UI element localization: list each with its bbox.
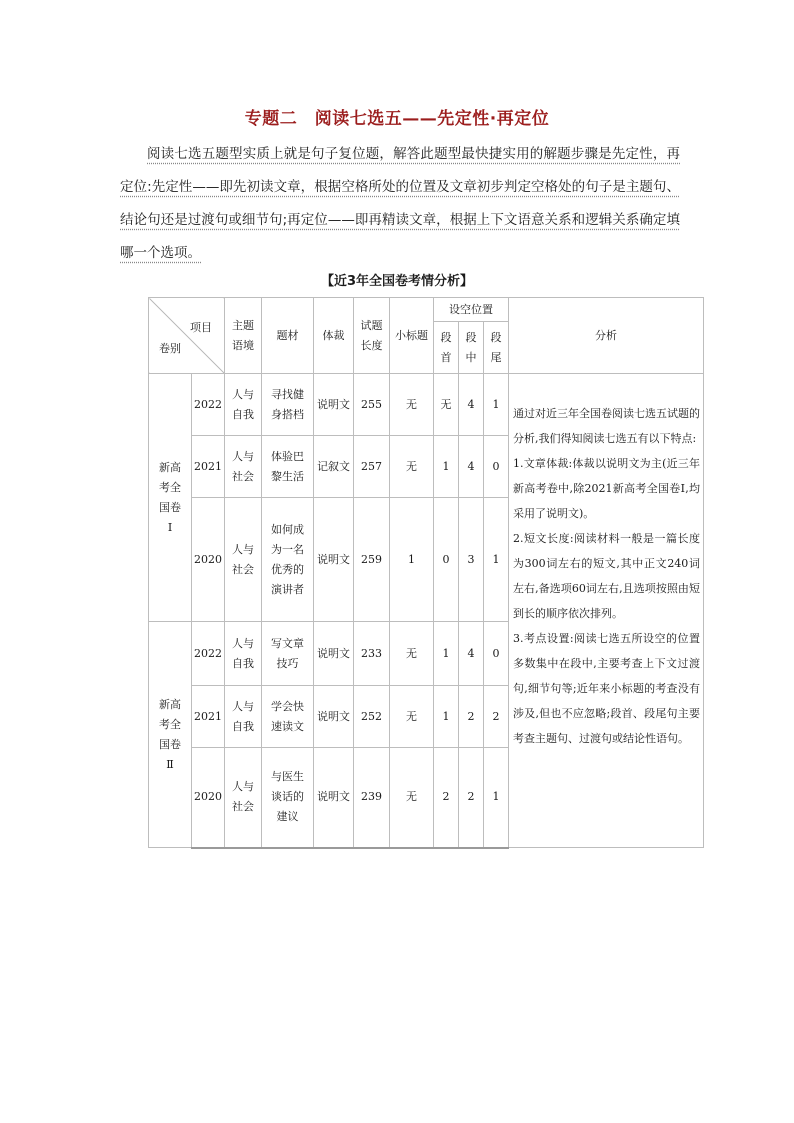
- genre-cell: 说明文: [314, 498, 354, 622]
- analysis-intro: 通过对近三年全国卷阅读七选五试题的分析,我们得知阅读七选五有以下特点:: [513, 407, 700, 445]
- subtitle-cell: 无: [390, 436, 434, 498]
- header-item: 项目: [190, 321, 212, 334]
- header-length: 试题 长度: [354, 298, 390, 374]
- header-volume: 卷别: [159, 342, 181, 355]
- pos-first-cell: 1: [434, 622, 459, 686]
- topic-cell: 体验巴 黎生活: [262, 436, 314, 498]
- pos-mid-cell: 4: [459, 622, 484, 686]
- page-title: 专题二 阅读七选五——先定性·再定位: [244, 109, 550, 129]
- analysis-cell: [509, 374, 704, 848]
- pos-first-cell: 1: [434, 436, 459, 498]
- exam-analysis-table: [148, 297, 704, 849]
- year-cell: 2022: [192, 374, 225, 436]
- topic-cell: 写文章 技巧: [262, 622, 314, 686]
- year-cell: 2020: [192, 748, 225, 848]
- header-pos-first: 段 首: [434, 322, 459, 374]
- header-pos-mid: 段 中: [459, 322, 484, 374]
- length-cell: 252: [354, 686, 390, 748]
- pos-first-cell: 0: [434, 498, 459, 622]
- year-cell: 2021: [192, 436, 225, 498]
- pos-mid-cell: 4: [459, 436, 484, 498]
- volume-label-1: 新高 考全 国卷 Ⅰ: [149, 374, 192, 622]
- intro-paragraph: 阅读七选五题型实质上就是句子复位题，解答此题型最快捷实用的解题步骤是先定性，再定位:先定性——即先初读文章，根据空格所处的位置及文章初步判定空格处的句子是主题句、结论句还是过渡句或细节句;再定位——即再精读文章，根据上下文语意关系和逻辑关系确定填哪一个选项。: [120, 146, 680, 261]
- pos-first-cell: 无: [434, 374, 459, 436]
- table-caption: 【近3年全国卷考情分析】: [320, 274, 474, 289]
- pos-end-cell: 2: [484, 686, 509, 748]
- subtitle-cell: 无: [390, 622, 434, 686]
- genre-cell: 说明文: [314, 686, 354, 748]
- topic-cell: 与医生 谈话的 建议: [262, 748, 314, 848]
- volume-label-2: 新高 考全 国卷 Ⅱ: [149, 622, 192, 848]
- pos-mid-cell: 2: [459, 748, 484, 848]
- pos-mid-cell: 2: [459, 686, 484, 748]
- genre-cell: 说明文: [314, 374, 354, 436]
- theme-cell: 人与 社会: [225, 436, 262, 498]
- header-topic: 题材: [262, 298, 314, 374]
- header-subtitle: 小标题: [390, 298, 434, 374]
- length-cell: 255: [354, 374, 390, 436]
- genre-cell: 说明文: [314, 622, 354, 686]
- table-row: [149, 374, 704, 436]
- pos-end-cell: 0: [484, 622, 509, 686]
- analysis-point-3: 3.考点设置:阅读七选五所设空的位置多数集中在段中,主要考查上下文过渡句,细节句等;近年来小标题的考查没有涉及,但也不应忽略;段首、段尾句主要考查主题句、过渡句或结论性语句。: [513, 632, 700, 745]
- theme-cell: 人与 社会: [225, 748, 262, 848]
- year-cell: 2021: [192, 686, 225, 748]
- pos-first-cell: 2: [434, 748, 459, 848]
- subtitle-cell: 1: [390, 498, 434, 622]
- pos-end-cell: 1: [484, 748, 509, 848]
- pos-mid-cell: 3: [459, 498, 484, 622]
- length-cell: 259: [354, 498, 390, 622]
- header-position: 设空位置: [434, 298, 509, 322]
- analysis-point-2: 2.短文长度:阅读材料一般是一篇长度为300词左右的短文,其中正文240词左右,备选项60词左右,且选项按照由短到长的顺序依次排列。: [513, 532, 700, 620]
- year-cell: 2020: [192, 498, 225, 622]
- pos-mid-cell: 4: [459, 374, 484, 436]
- subtitle-cell: 无: [390, 374, 434, 436]
- genre-cell: 说明文: [314, 748, 354, 848]
- header-theme: 主题 语境: [225, 298, 262, 374]
- year-cell: 2022: [192, 622, 225, 686]
- topic-cell: 如何成 为一名 优秀的 演讲者: [262, 498, 314, 622]
- length-cell: 239: [354, 748, 390, 848]
- topic-cell: 寻找健 身搭档: [262, 374, 314, 436]
- subtitle-cell: 无: [390, 748, 434, 848]
- pos-first-cell: 1: [434, 686, 459, 748]
- header-genre: 体裁: [314, 298, 354, 374]
- pos-end-cell: 0: [484, 436, 509, 498]
- length-cell: 233: [354, 622, 390, 686]
- pos-end-cell: 1: [484, 498, 509, 622]
- theme-cell: 人与 自我: [225, 686, 262, 748]
- theme-cell: 人与 社会: [225, 498, 262, 622]
- header-corner-cell: [149, 298, 225, 374]
- header-analysis: 分析: [509, 298, 704, 374]
- theme-cell: 人与 自我: [225, 374, 262, 436]
- analysis-point-1: 1.文章体裁:体裁以说明文为主(近三年新高考卷中,除2021新高考全国卷Ⅰ,均采用了说明文)。: [513, 457, 700, 520]
- length-cell: 257: [354, 436, 390, 498]
- pos-end-cell: 1: [484, 374, 509, 436]
- topic-cell: 学会快 速读文: [262, 686, 314, 748]
- header-pos-end: 段 尾: [484, 322, 509, 374]
- theme-cell: 人与 自我: [225, 622, 262, 686]
- subtitle-cell: 无: [390, 686, 434, 748]
- genre-cell: 记叙文: [314, 436, 354, 498]
